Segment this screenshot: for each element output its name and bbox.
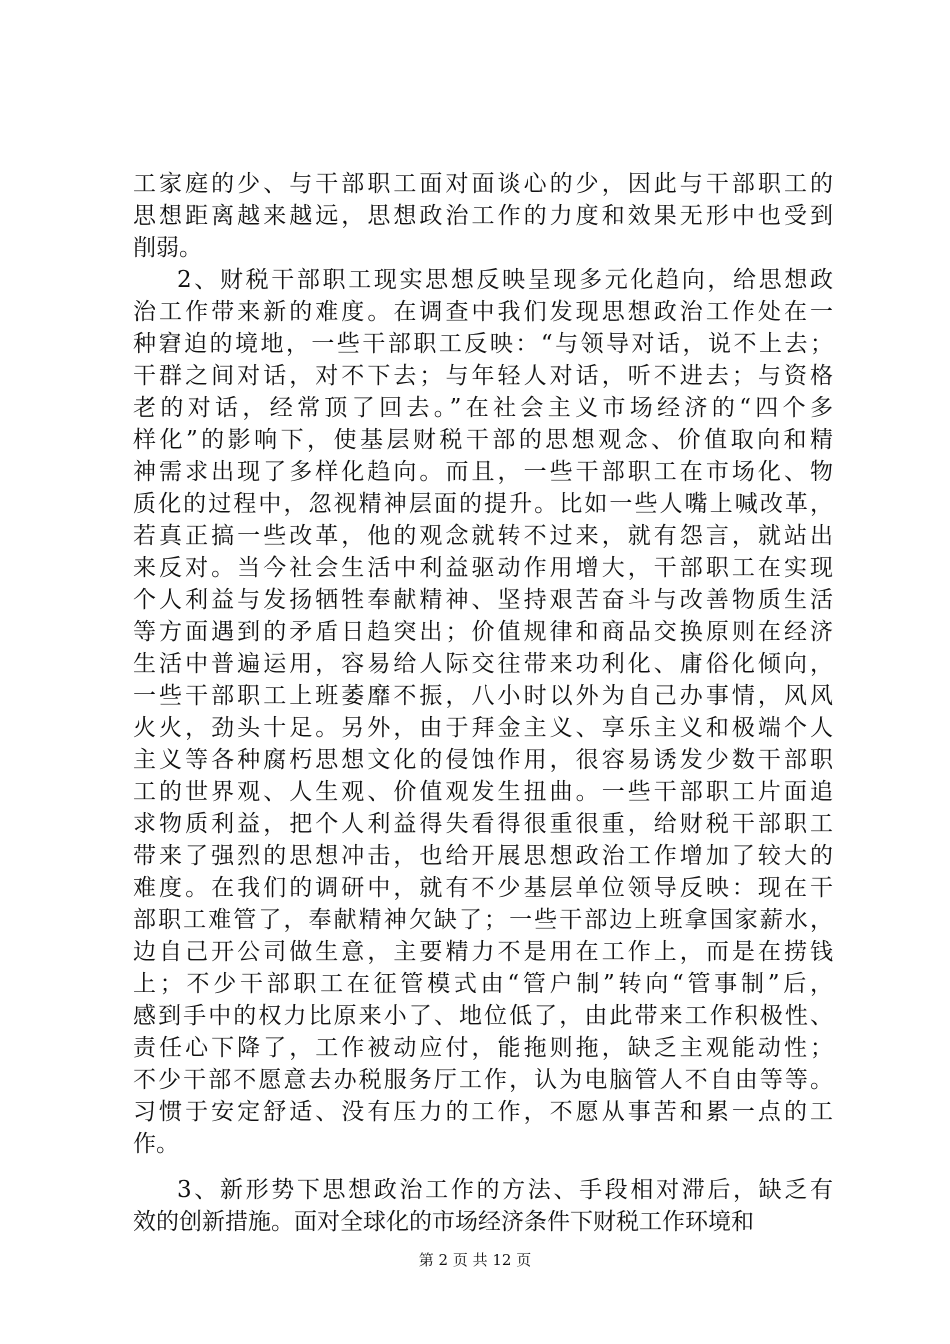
text-line: 工的世界观、人生观、价值观发生扭曲。一些干部职工片面追 bbox=[133, 779, 833, 805]
text-line: 生活中普遍运用，容易给人际交往带来功利化、庸俗化倾向， bbox=[133, 651, 833, 677]
text-line: 来反对。当今社会生活中利益驱动作用增大，干部职工在实现 bbox=[133, 555, 833, 581]
text-line: 治工作带来新的难度。在调查中我们发现思想政治工作处在一 bbox=[133, 299, 833, 325]
paragraph bbox=[133, 168, 833, 264]
text-line: 工家庭的少、与干部职工面对面谈心的少，因此与干部职工的 bbox=[133, 171, 833, 197]
text-line: 个人利益与发扬牺牲奉献精神、坚持艰苦奋斗与改善物质生活 bbox=[133, 587, 833, 613]
text-line: 削弱。 bbox=[133, 235, 202, 261]
text-line: 等方面遇到的矛盾日趋突出；价值规律和商品交换原则在经济 bbox=[133, 619, 833, 645]
text-line: 样化”的影响下，使基层财税干部的思想观念、价值取向和精 bbox=[133, 427, 833, 453]
text-line: 感到手中的权力比原来小了、地位低了，由此带来工作积极性、 bbox=[133, 1003, 833, 1029]
text-line: 火火，劲头十足。另外，由于拜金主义、享乐主义和极端个人 bbox=[133, 715, 833, 741]
page-footer: 第 2 页 共 12 页 bbox=[418, 1251, 532, 1269]
text-line: 2、财税干部职工现实思想反映呈现多元化趋向，给思想政 bbox=[177, 267, 833, 293]
text-line: 上；不少干部职工在征管模式由“管户制”转向“管事制”后， bbox=[133, 971, 833, 997]
text-line: 难度。在我们的调研中，就有不少基层单位领导反映：现在干 bbox=[133, 875, 833, 901]
text-line: 效的创新措施。面对全球化的市场经济条件下财税工作环境和 bbox=[133, 1209, 754, 1235]
paragraph bbox=[133, 1174, 833, 1238]
text-line: 干群之间对话，对不下去；与年轻人对话，听不进去；与资格 bbox=[133, 363, 833, 389]
text-line: 思想距离越来越远，思想政治工作的力度和效果无形中也受到 bbox=[133, 203, 833, 229]
text-line: 神需求出现了多样化趋向。而且，一些干部职工在市场化、物 bbox=[133, 459, 833, 485]
body-text bbox=[133, 168, 833, 1238]
text-line: 老的对话，经常顶了回去。”在社会主义市场经济的“四个多 bbox=[133, 395, 833, 421]
text-line: 不少干部不愿意去办税服务厅工作，认为电脑管人不自由等等。 bbox=[133, 1067, 833, 1093]
paragraph-gap bbox=[133, 1160, 833, 1174]
text-line: 作。 bbox=[133, 1131, 179, 1157]
text-line: 主义等各种腐朽思想文化的侵蚀作用，很容易诱发少数干部职 bbox=[133, 747, 833, 773]
text-line: 一些干部职工上班萎靡不振，八小时以外为自己办事情，风风 bbox=[133, 683, 833, 709]
text-line: 习惯于安定舒适、没有压力的工作，不愿从事苦和累一点的工 bbox=[133, 1099, 833, 1125]
text-line: 若真正搞一些改革，他的观念就转不过来，就有怨言，就站出 bbox=[133, 523, 833, 549]
text-line: 3、新形势下思想政治工作的方法、手段相对滞后，缺乏有 bbox=[177, 1177, 833, 1203]
text-line: 边自己开公司做生意，主要精力不是用在工作上，而是在捞钱 bbox=[133, 939, 833, 965]
text-line: 种窘迫的境地，一些干部职工反映：“与领导对话，说不上去； bbox=[133, 331, 833, 357]
paragraph bbox=[133, 264, 833, 1160]
text-line: 带来了强烈的思想冲击，也给开展思想政治工作增加了较大的 bbox=[133, 843, 833, 869]
text-line: 责任心下降了，工作被动应付，能拖则拖，缺乏主观能动性； bbox=[133, 1035, 833, 1061]
text-line: 部职工难管了，奉献精神欠缺了；一些干部边上班拿国家薪水， bbox=[133, 907, 833, 933]
text-line: 求物质利益，把个人利益得失看得很重很重，给财税干部职工 bbox=[133, 811, 833, 837]
text-line: 质化的过程中，忽视精神层面的提升。比如一些人嘴上喊改革， bbox=[133, 491, 833, 517]
